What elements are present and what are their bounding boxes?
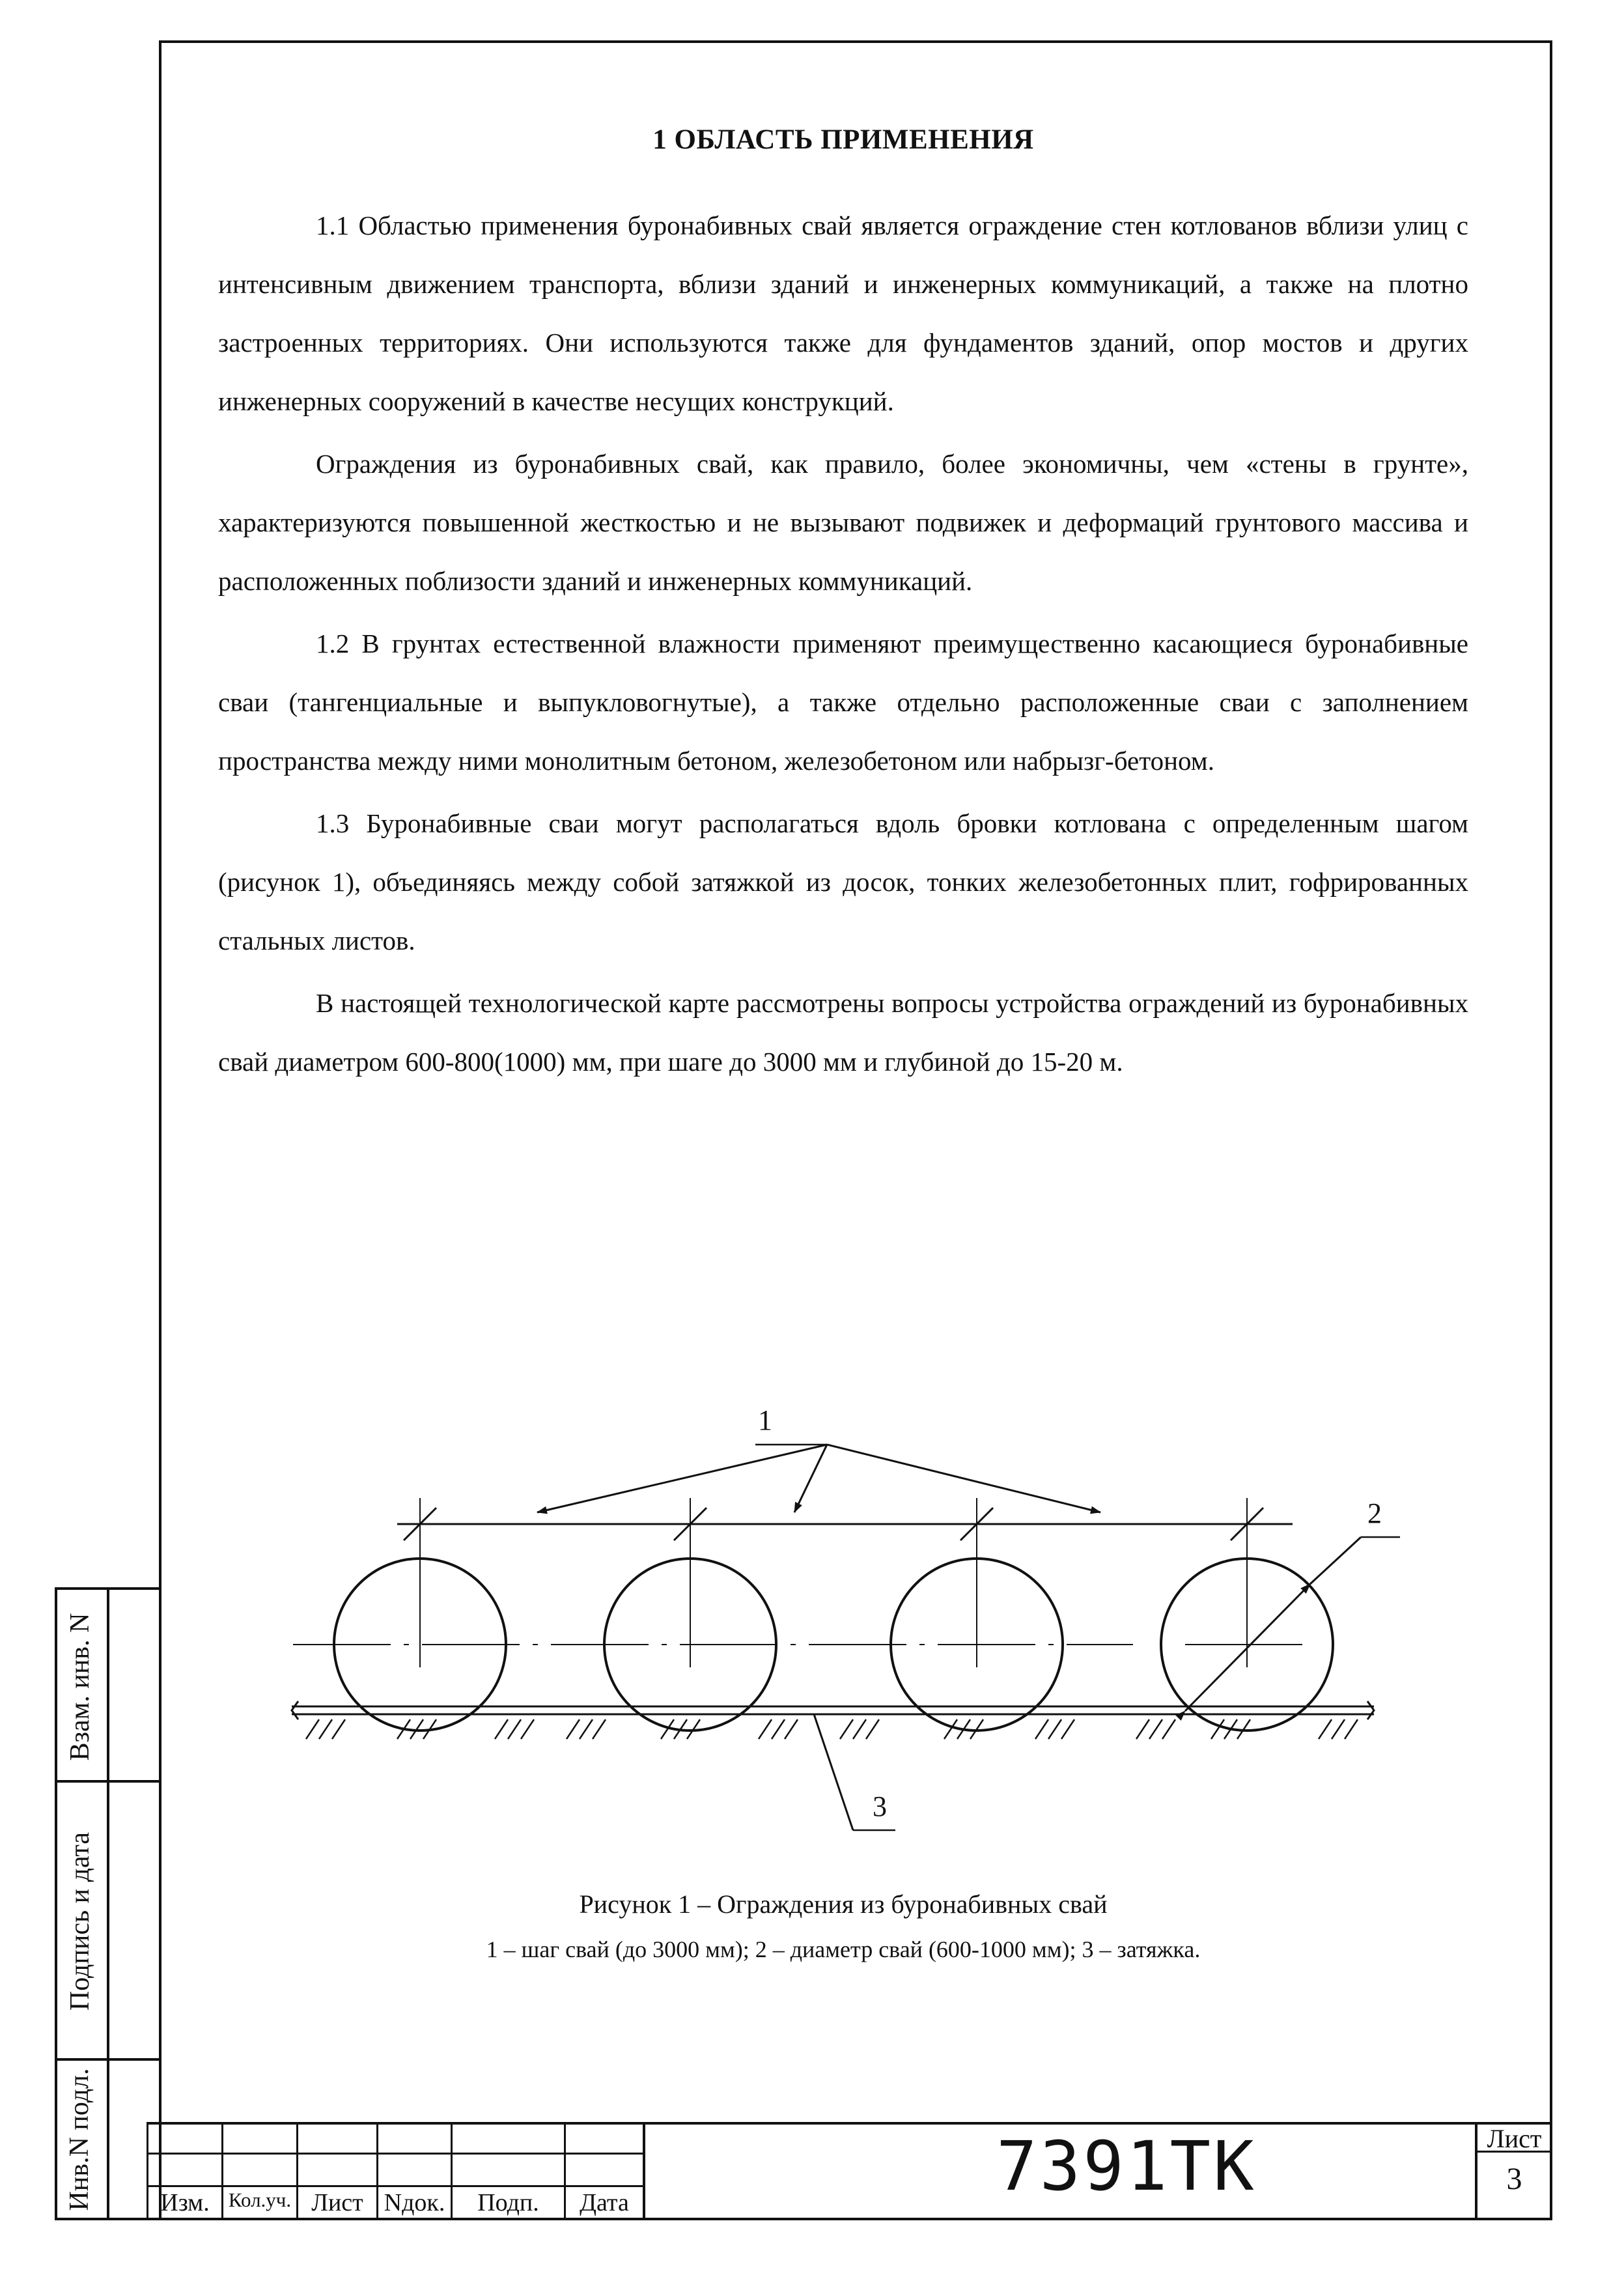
paragraph-1-2: 1.2 В грунтах естественной влажности применяют преимущественно касающиеся буронабивные сваи (тангенциальные и выпукловогнутые), а также отдельно расположенные сваи с заполнением пространства между ними монолитным бетоном, железобетоном или набрызг-бетоном. [218,629,1468,776]
frame-top [159,40,1551,43]
frame-right [1550,40,1552,2219]
pile-1 [334,1559,506,1731]
sheet-label: Лист [1487,2124,1542,2153]
figure-label-2: 2 [1367,1497,1382,1529]
frame-bottom [55,2218,1552,2220]
paragraph-1-1: 1.1 Областью применения буронабивных свай является ограждение стен котлованов вблизи улиц с интенсивным движением транспорта, вблизи зданий и инженерных коммуникаций, а также на плотно застроенных территориях. Они используются также для фундаментов зданий, опор мостов и других инженерных сооружений в качестве несущих конструкций. [218,210,1468,416]
document-code: 7391ТК [996,2127,1257,2206]
paragraph-scope: В настоящей технологической карте рассмотрены вопросы устройства ограждений из буронабивных свай диаметром 600-800(1000) мм, при шаге до 3000 мм и глубиной до 15-20 м. [218,988,1468,1077]
title-block-col-change: Изм. [160,2189,210,2216]
figure-label-1: 1 [758,1404,772,1436]
figure-label-3: 3 [873,1790,887,1822]
title-block-col-doc-number: Nдок. [384,2189,445,2216]
paragraph-fences: Ограждения из буронабивных свай, как правило, более экономичны, чем «стены в грунте», характеризуются повышенной жесткостью и не вызывают подвижек и деформаций грунтового массива и расположенных поблизости зданий и инженерных коммуникаций. [218,449,1468,596]
paragraph-1-3: 1.3 Буронабивные сваи могут располагаться вдоль бровки котлована с определенным шагом (рисунок 1), объединяясь между собой затяжкой из досок, тонких железобетонных плит, гофрированных стальных листов. [218,808,1468,955]
title-block-col-count: Кол.уч. [228,2188,292,2211]
sheet-number: 3 [1506,2162,1522,2196]
frame-left [159,40,161,2219]
figure-caption: Рисунок 1 – Ограждения из буронабивных свай [579,1889,1108,1919]
pile-2 [604,1559,776,1731]
pile-3 [891,1559,1063,1731]
figure-legend: 1 – шаг свай (до 3000 мм); 2 – диаметр свай (600-1000 мм); 3 – затяжка. [486,1936,1201,1962]
pile-4 [1161,1559,1333,1731]
section-heading: 1 ОБЛАСТЬ ПРИМЕНЕНИЯ [652,124,1034,155]
title-block-col-sheet: Лист [311,2189,363,2216]
stamp-signature-date: Подпись и дата [65,1831,95,2011]
main-content [218,124,1468,1095]
stamp-replacement-inventory: Взам. инв. N [65,1613,95,1761]
stamp-original-inventory: Инв.N подл. [64,2068,94,2211]
title-block-col-date: Дата [580,2189,629,2216]
title-block-col-signature: Подп. [477,2189,539,2216]
